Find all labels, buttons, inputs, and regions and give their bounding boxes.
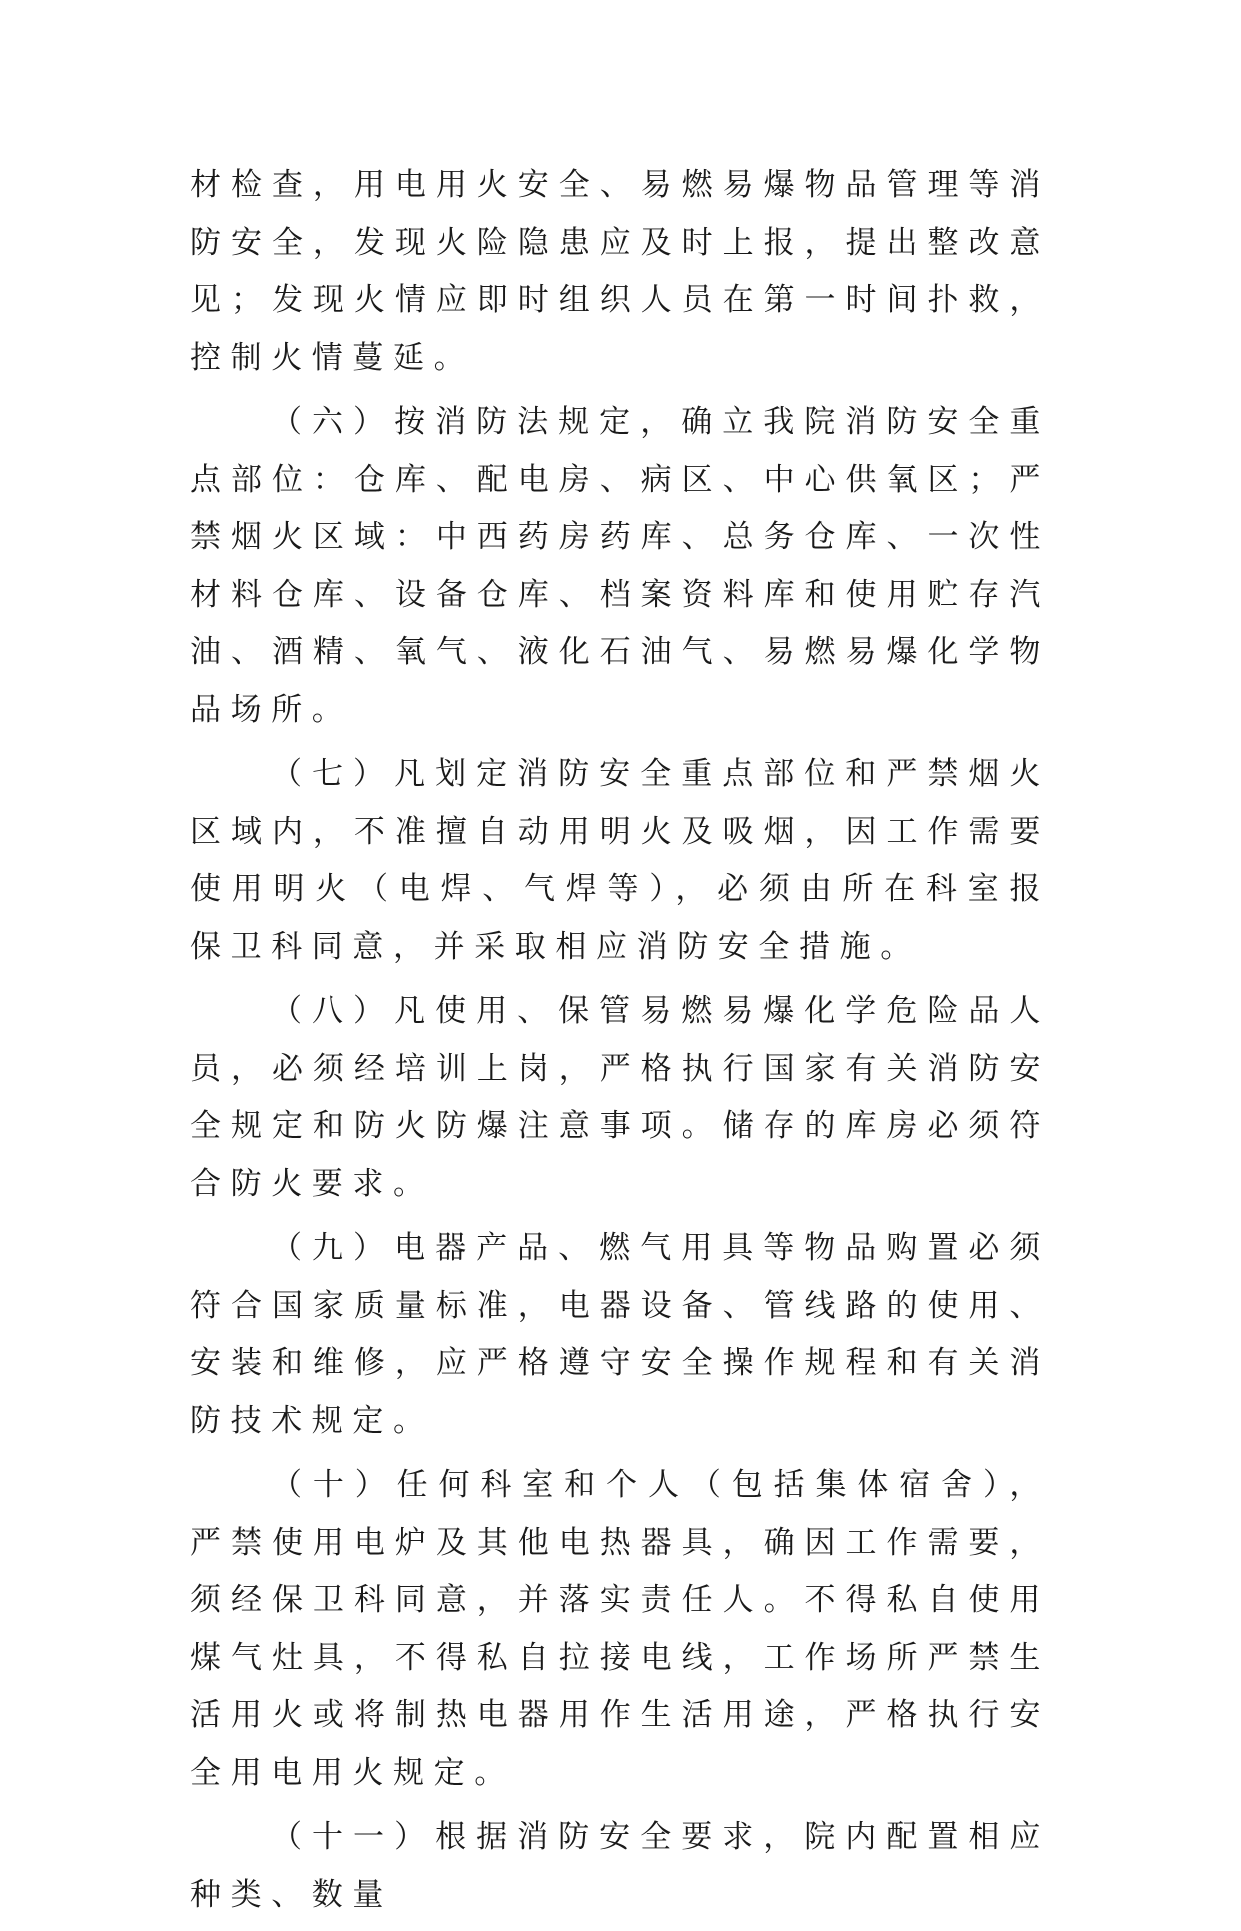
paragraph-item-10: （十）任何科室和个人（包括集体宿舍），严禁使用电炉及其他电热器具，确因工作需要，须经保卫科同意，并落实责任人。不得私自使用煤气灶具，不得私自拉接电线，工作场所严禁生活用火或将制热电器用作生活用途，严格执行安全用电用火规定。	[190, 1467, 1050, 1791]
paragraph-item-9: （九）电器产品、燃气用具等物品购置必须符合国家质量标准，电器设备、管线路的使用、安装和维修，应严格遵守安全操作规程和有关消防技术规定。	[190, 1230, 1050, 1439]
paragraph-item-6: （六）按消防法规定，确立我院消防安全重点部位：仓库、配电房、病区、中心供氧区；严禁烟火区域：中西药房药库、总务仓库、一次性材料仓库、设备仓库、档案资料库和使用贮存汽油、酒精、氧气、液化石油气、易燃易爆化学物品场所。	[190, 404, 1050, 728]
document-body	[190, 157, 1050, 1931]
paragraph-continuation: 材检查，用电用火安全、易燃易爆物品管理等消防安全，发现火险隐患应及时上报，提出整改意见；发现火情应即时组织人员在第一时间扑救，控制火情蔓延。	[190, 167, 1050, 376]
paragraph-item-11: （十一）根据消防安全要求，院内配置相应种类、数量	[190, 1819, 1050, 1913]
paragraph-item-7: （七）凡划定消防安全重点部位和严禁烟火区域内，不准擅自动用明火及吸烟，因工作需要使用明火（电焊、气焊等），必须由所在科室报保卫科同意，并采取相应消防安全措施。	[190, 756, 1050, 965]
paragraph-item-8: （八）凡使用、保管易燃易爆化学危险品人员，必须经培训上岗，严格执行国家有关消防安全规定和防火防爆注意事项。储存的库房必须符合防火要求。	[190, 993, 1050, 1202]
